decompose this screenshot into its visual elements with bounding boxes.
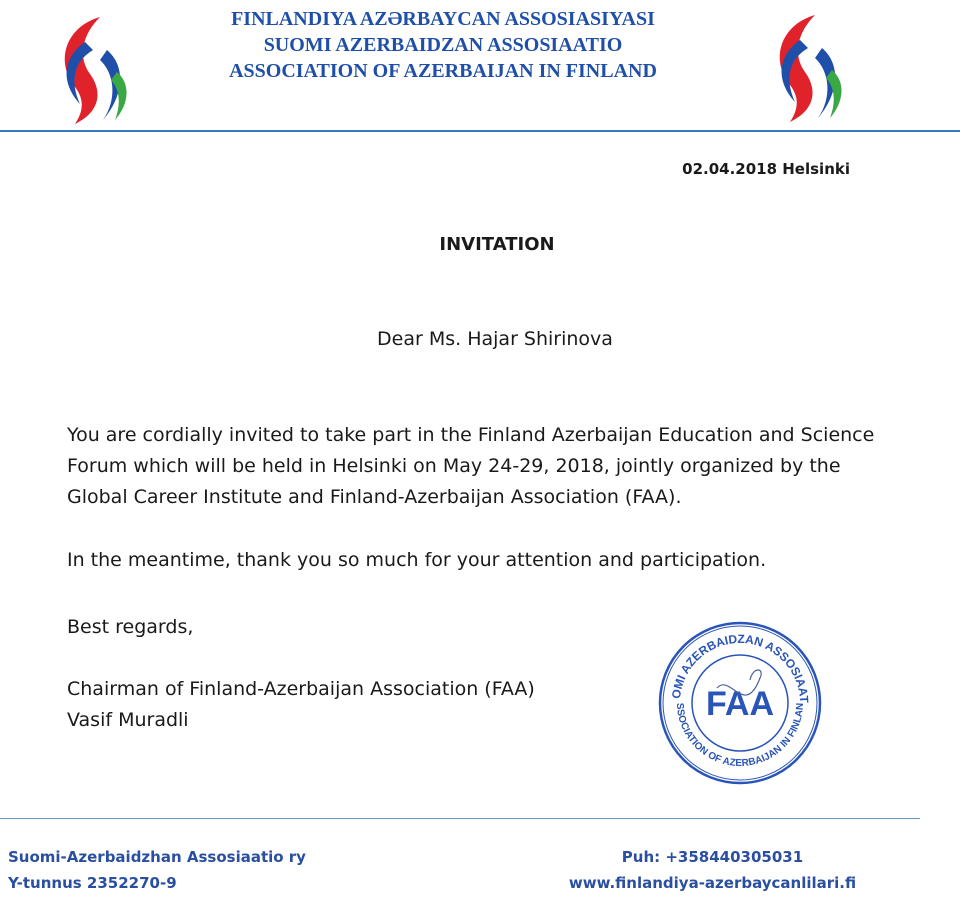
header-line-2: SUOMI AZERBAIDZAN ASSOSIAATIO <box>263 34 623 56</box>
salutation: Dear Ms. Hajar Shirinova <box>377 328 613 350</box>
footer-left <box>8 844 306 896</box>
letter-title: INVITATION <box>439 234 555 255</box>
closing: Best regards, <box>67 616 194 638</box>
header-line-3: ASSOCIATION OF AZERBAIJAN IN FINLAND <box>229 60 657 82</box>
association-stamp <box>655 618 825 788</box>
header-divider <box>0 130 960 132</box>
footer-org-name: Suomi-Azerbaidzhan Assosiaatio ry <box>8 848 306 866</box>
paragraph-1-line-2: Forum which will be held in Helsinki on May 24-29, 2018, jointly organized by the <box>67 455 841 477</box>
footer-website[interactable]: www.finlandiya-azerbaycanlilari.fi <box>568 874 857 892</box>
stamp-ring-bottom: SSOCIATION OF AZERBAIJAN IN FINLAN <box>673 702 807 770</box>
stamp-ring-top: OMI AZERBAIDZAN ASSOSIAAT <box>669 631 812 704</box>
letter-date: 02.04.2018 Helsinki <box>682 160 850 178</box>
stamp-center: FAA <box>706 685 774 723</box>
paragraph-1-line-1: You are cordially invited to take part in the Finland Azerbaijan Education and Science <box>67 424 875 446</box>
footer-business-id: Y-tunnus 2352270-9 <box>8 874 177 892</box>
signer-name: Vasif Muradli <box>67 709 189 731</box>
logo-left <box>45 12 145 132</box>
footer-right <box>560 844 865 896</box>
footer-phone: Puh: +358440305031 <box>621 848 804 866</box>
signer-title: Chairman of Finland-Azerbaijan Association (FAA) <box>67 678 535 700</box>
paragraph-1 <box>67 420 957 513</box>
paragraph-2: In the meantime, thank you so much for your attention and participation. <box>67 549 767 571</box>
logo-right <box>760 10 860 130</box>
footer-divider <box>0 818 920 819</box>
header-line-1: FINLANDIYA AZƏRBAYCAN ASSOSIASIYASI <box>231 8 655 30</box>
paragraph-1-line-3: Global Career Institute and Finland-Azerbaijan Association (FAA). <box>67 486 682 508</box>
letterhead <box>178 6 708 84</box>
